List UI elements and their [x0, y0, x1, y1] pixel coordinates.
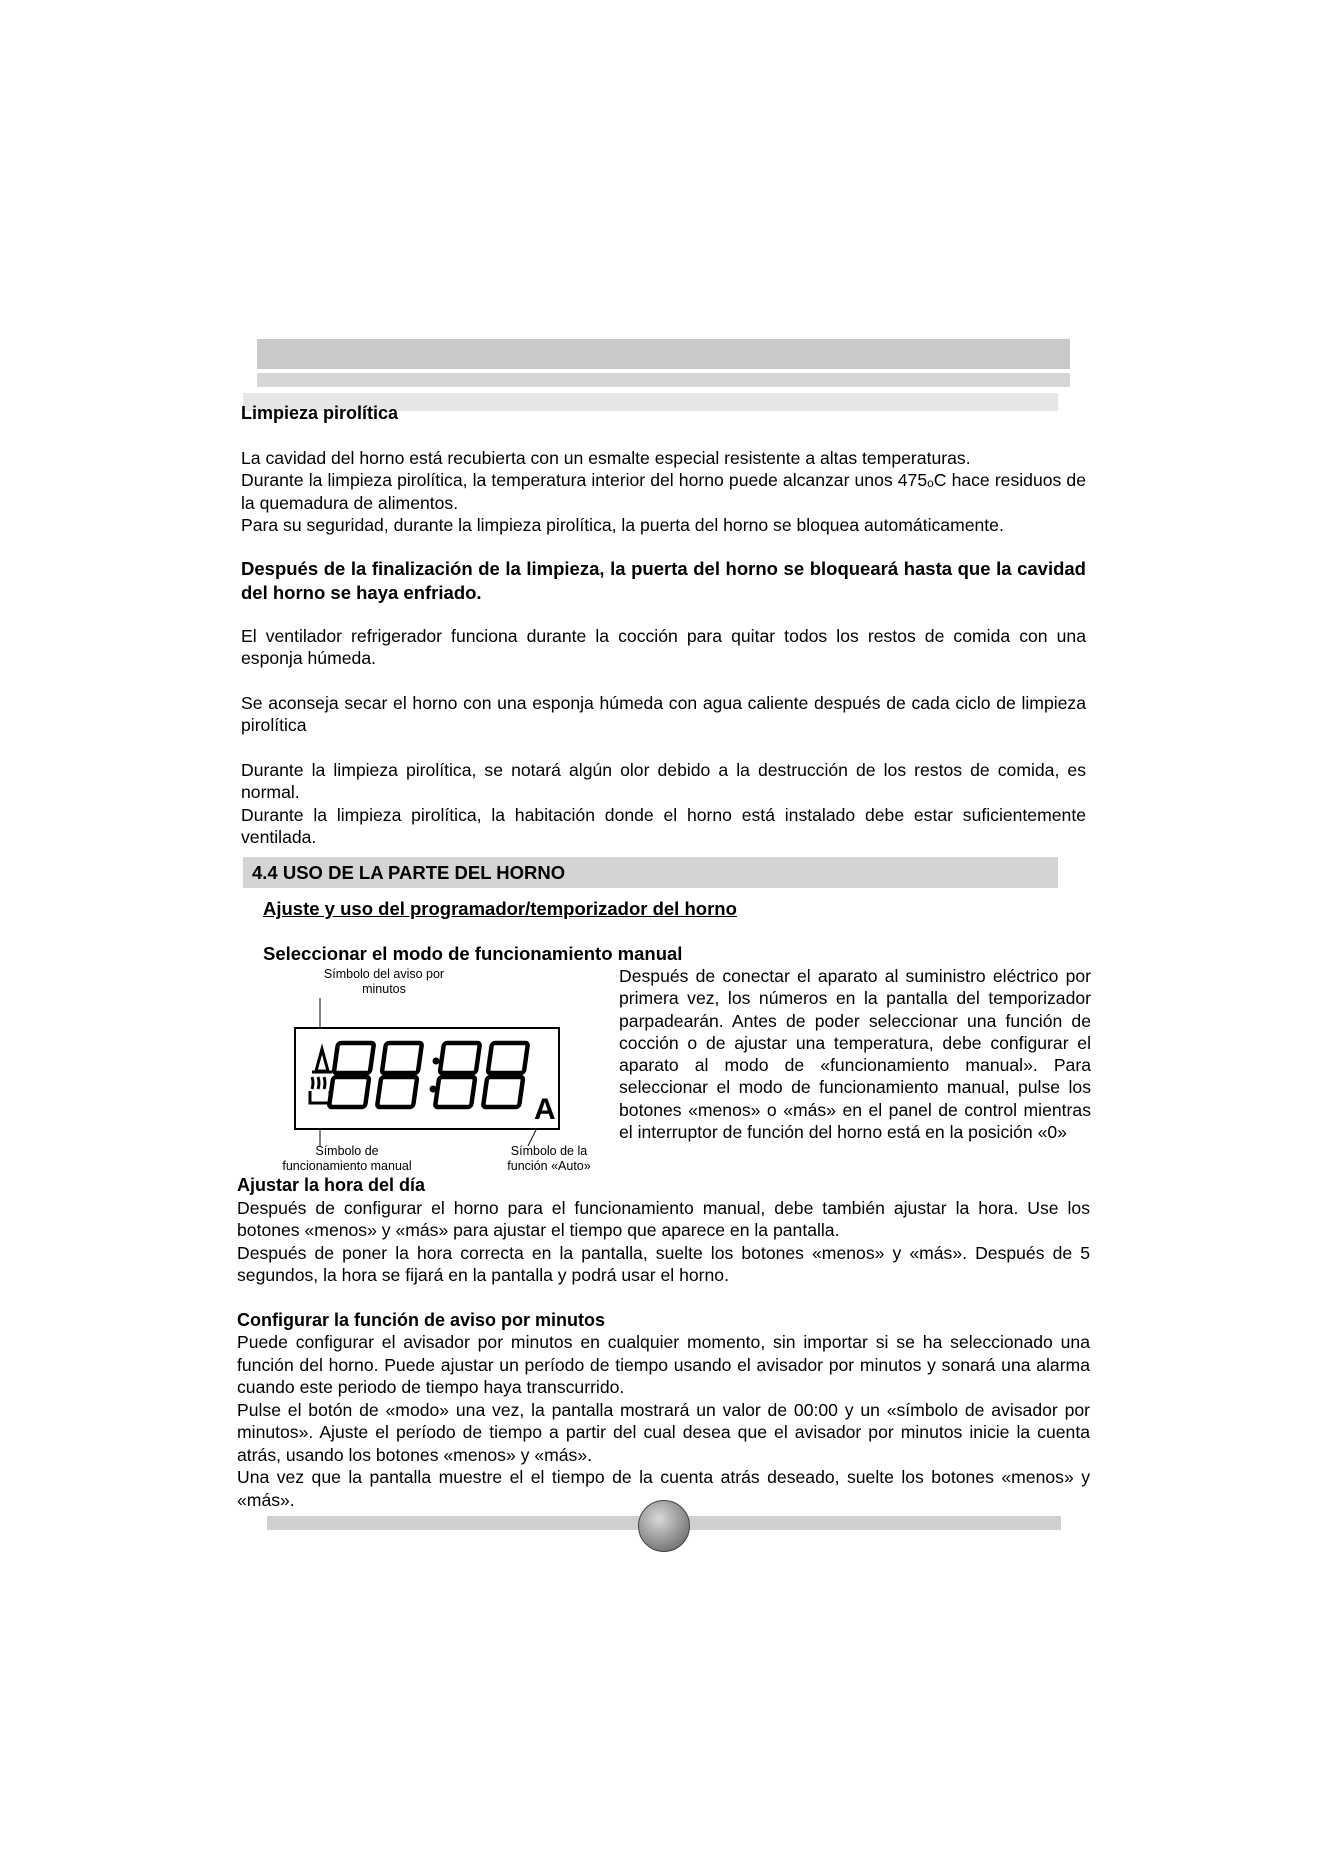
timer-display — [294, 1027, 560, 1130]
time-paragraph-1: Después de configurar el horno para el funcionamiento manual, debe también ajustar la hora. Use los botones «menos» y «más» para ajustar el tiempo que aparece en la pantalla. — [237, 1197, 1090, 1240]
pyrolytic-warning: Después de la finalización de la limpieza, la puerta del horno se bloqueará hasta que la cavidad del horno se haya enfriado. — [241, 557, 1086, 603]
colon-dot-top — [433, 1058, 440, 1065]
display-digits — [329, 1043, 528, 1107]
pyrolytic-paragraph-2: Durante la limpieza pirolítica, la temperatura interior del horno puede alcanzar unos 475ₒC hace residuos de la quemadura de alimentos. — [241, 470, 1086, 513]
alarm-paragraph-3: Una vez que la pantalla muestre el el tiempo de la cuenta atrás deseado, suelte los botones «menos» y «más». — [237, 1467, 1090, 1510]
manual-mode-icon — [310, 1077, 330, 1103]
manual-mode-paragraph: Después de conectar el aparato al suministro eléctrico por primera vez, los números en la pantalla del temporizador parpadearán. Antes de poder seleccionar una función de cocción o de ajustar una temperatura, debe configurar el aparato al modo de «funcionamiento manual». Para seleccionar el modo de funcionamiento manual, pulse los botones «menos» o «más» en el panel de control mientras el interruptor de función del horno está en la posición «0» — [619, 966, 1091, 1143]
section-subtitle: Ajuste y uso del programador/temporizador del horno — [263, 898, 737, 919]
pyrolytic-paragraph-1: La cavidad del horno está recubierta con un esmalte especial resistente a altas temperaturas. — [241, 447, 971, 468]
alarm-paragraph-2: Pulse el botón de «modo» una vez, la pantalla mostrará un valor de 00:00 y un «símbolo de avisador por minutos». Ajuste el período de tiempo a partir del cual desea que el avisador por minutos inicie la cuenta atrás, usando los botones «menos» y «más». — [237, 1399, 1090, 1465]
manual-mode-text — [619, 965, 1091, 1143]
label-minute-symbol: Símbolo del aviso por minutos — [323, 967, 445, 996]
pyrolytic-paragraph-5: Se aconseja secar el horno con una esponja húmeda con agua caliente después de cada ciclo de limpieza pirolítica — [241, 692, 1086, 735]
label-manual-symbol: Símbolo de funcionamiento manual — [282, 1144, 412, 1173]
page-circle-icon — [638, 1500, 690, 1552]
pyrolytic-heading: Limpieza pirolítica — [241, 403, 399, 423]
section-title: 4.4 USO DE LA PARTE DEL HORNO — [252, 862, 566, 883]
auto-letter: A — [534, 1093, 556, 1126]
manual-mode-heading: Seleccionar el modo de funcionamiento manual — [263, 943, 683, 964]
time-section — [237, 1174, 1090, 1511]
timer-display-graphic — [296, 1029, 558, 1128]
bell-icon — [312, 1049, 332, 1072]
alarm-heading: Configurar la función de aviso por minutos — [237, 1309, 606, 1330]
colon-dot-bottom — [430, 1086, 437, 1093]
pyrolytic-paragraph-7: Durante la limpieza pirolítica, la habitación donde el horno está instalado debe estar suficientemente ventilada. — [241, 804, 1086, 847]
time-paragraph-2: Después de poner la hora correcta en la pantalla, suelte los botones «menos» y «más». Después de 5 segundos, la hora se fijará en la pantalla y podrá usar el horno. — [237, 1242, 1090, 1285]
alarm-paragraph-1: Puede configurar el avisador por minutos en cualquier momento, sin importar si se ha seleccionado una función del horno. Puede ajustar un período de tiempo usando el avisador por minutos y sonará una alarma cuando este periodo de tiempo haya transcurrido. — [237, 1332, 1090, 1397]
pyrolytic-paragraph-3: Para su seguridad, durante la limpieza pirolítica, la puerta del horno se bloquea automáticamente. — [241, 515, 1004, 535]
time-heading: Ajustar la hora del día — [237, 1175, 426, 1195]
label-auto-symbol: Símbolo de la función «Auto» — [507, 1144, 591, 1173]
pyrolytic-paragraph-4: El ventilador refrigerador funciona durante la cocción para quitar todos los restos de comida con una esponja húmeda. — [241, 625, 1086, 668]
pyrolytic-paragraph-6: Durante la limpieza pirolítica, se notará algún olor debido a la destrucción de los restos de comida, es normal. — [241, 759, 1086, 802]
